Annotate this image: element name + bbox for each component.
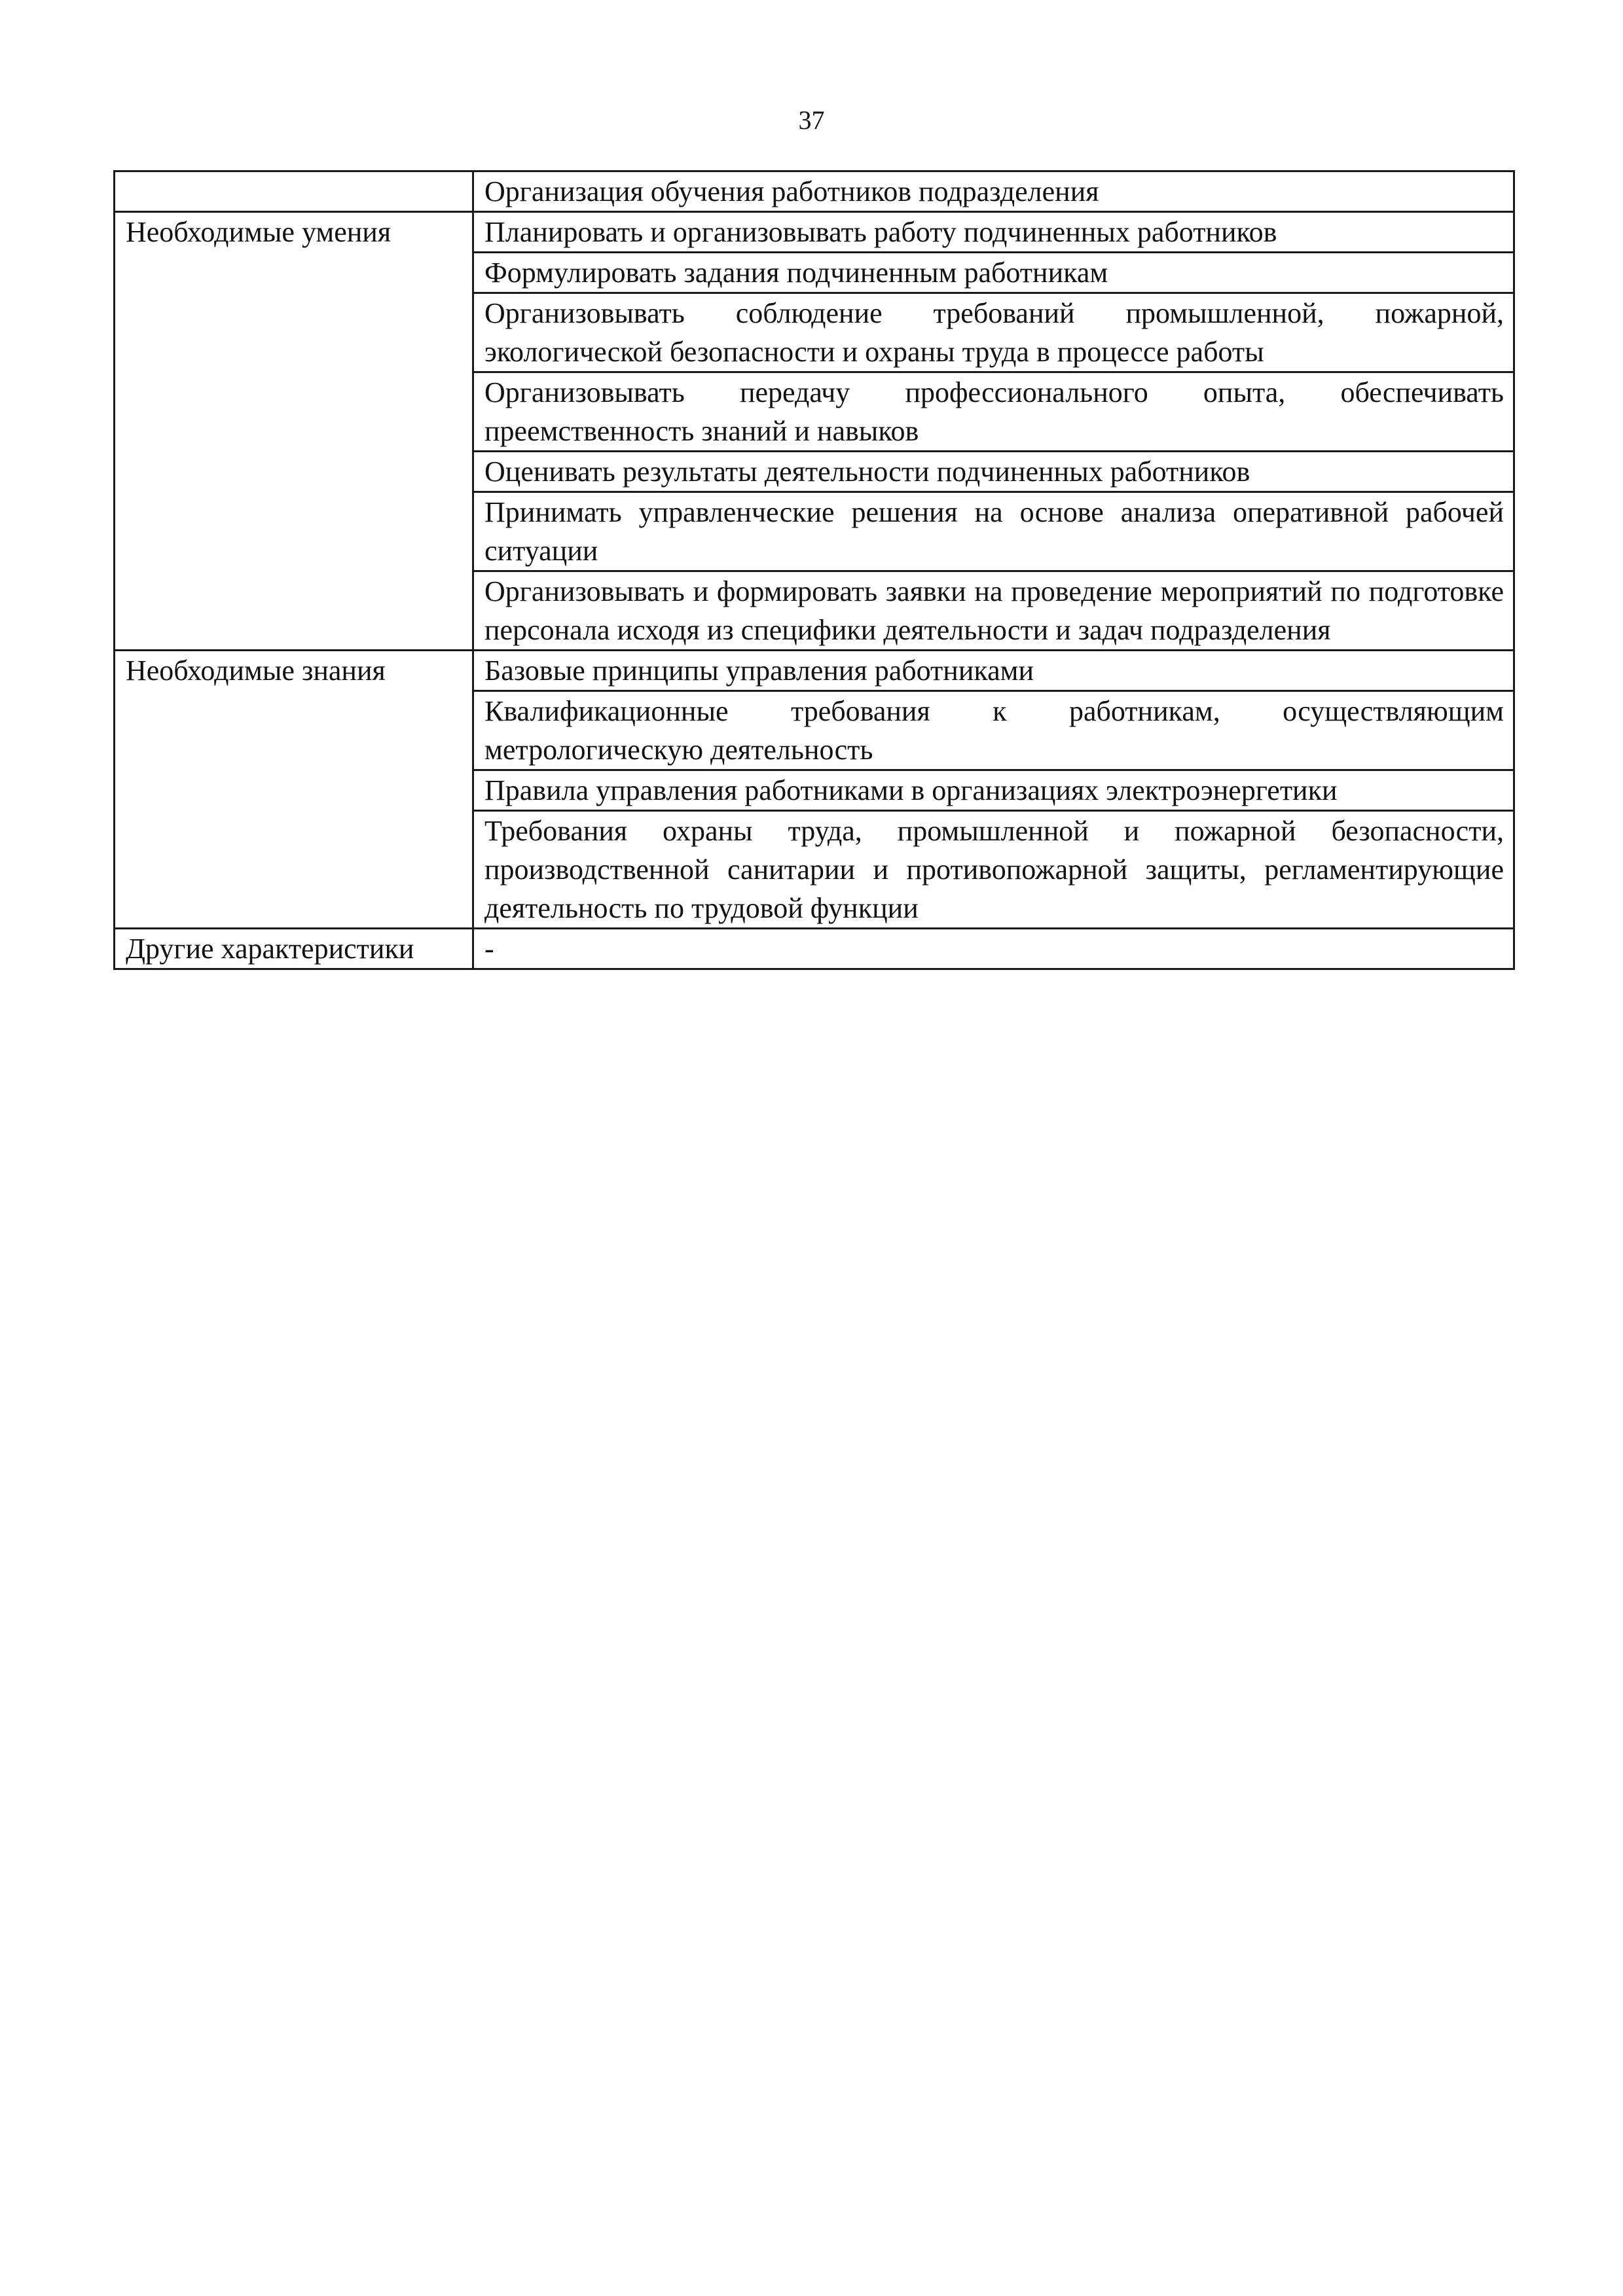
skill-item: Оценивать результаты деятельности подчиненных работников [473, 452, 1514, 492]
continuation-item: Организация обучения работников подразделения [473, 171, 1514, 212]
skill-item: Организовывать и формировать заявки на проведение мероприятий по подготовке персонала исходя из специфики деятельности и задач подразделения [473, 571, 1514, 651]
knowledge-item: Базовые принципы управления работниками [473, 651, 1514, 691]
table-row [115, 171, 1514, 212]
knowledge-item: Квалификационные требования к работникам, осуществляющим метрологическую деятельность [473, 691, 1514, 770]
skill-item: Принимать управленческие решения на основе анализа оперативной рабочей ситуации [473, 492, 1514, 571]
table-row [115, 651, 1514, 691]
empty-label-cell [115, 171, 473, 212]
labor-function-table [113, 170, 1515, 970]
skill-item: Организовывать соблюдение требований промышленной, пожарной, экологической безопасности и охраны труда в процессе работы [473, 293, 1514, 372]
page-number: 37 [798, 105, 825, 135]
skills-label: Необходимые умения [115, 212, 473, 651]
skill-item: Планировать и организовывать работу подчиненных работников [473, 212, 1514, 253]
skill-item: Формулировать задания подчиненным работникам [473, 253, 1514, 293]
table-row [115, 212, 1514, 253]
skill-item: Организовывать передачу профессионального опыта, обеспечивать преемственность знаний и навыков [473, 372, 1514, 452]
knowledge-item: Требования охраны труда, промышленной и пожарной безопасности, производственной санитарии и противопожарной защиты, регламентирующие деятельность по трудовой функции [473, 811, 1514, 929]
other-characteristics-value: - [473, 929, 1514, 969]
knowledge-item: Правила управления работниками в организациях электроэнергетики [473, 770, 1514, 811]
other-characteristics-label: Другие характеристики [115, 929, 473, 969]
table-row [115, 929, 1514, 969]
knowledge-label: Необходимые знания [115, 651, 473, 929]
